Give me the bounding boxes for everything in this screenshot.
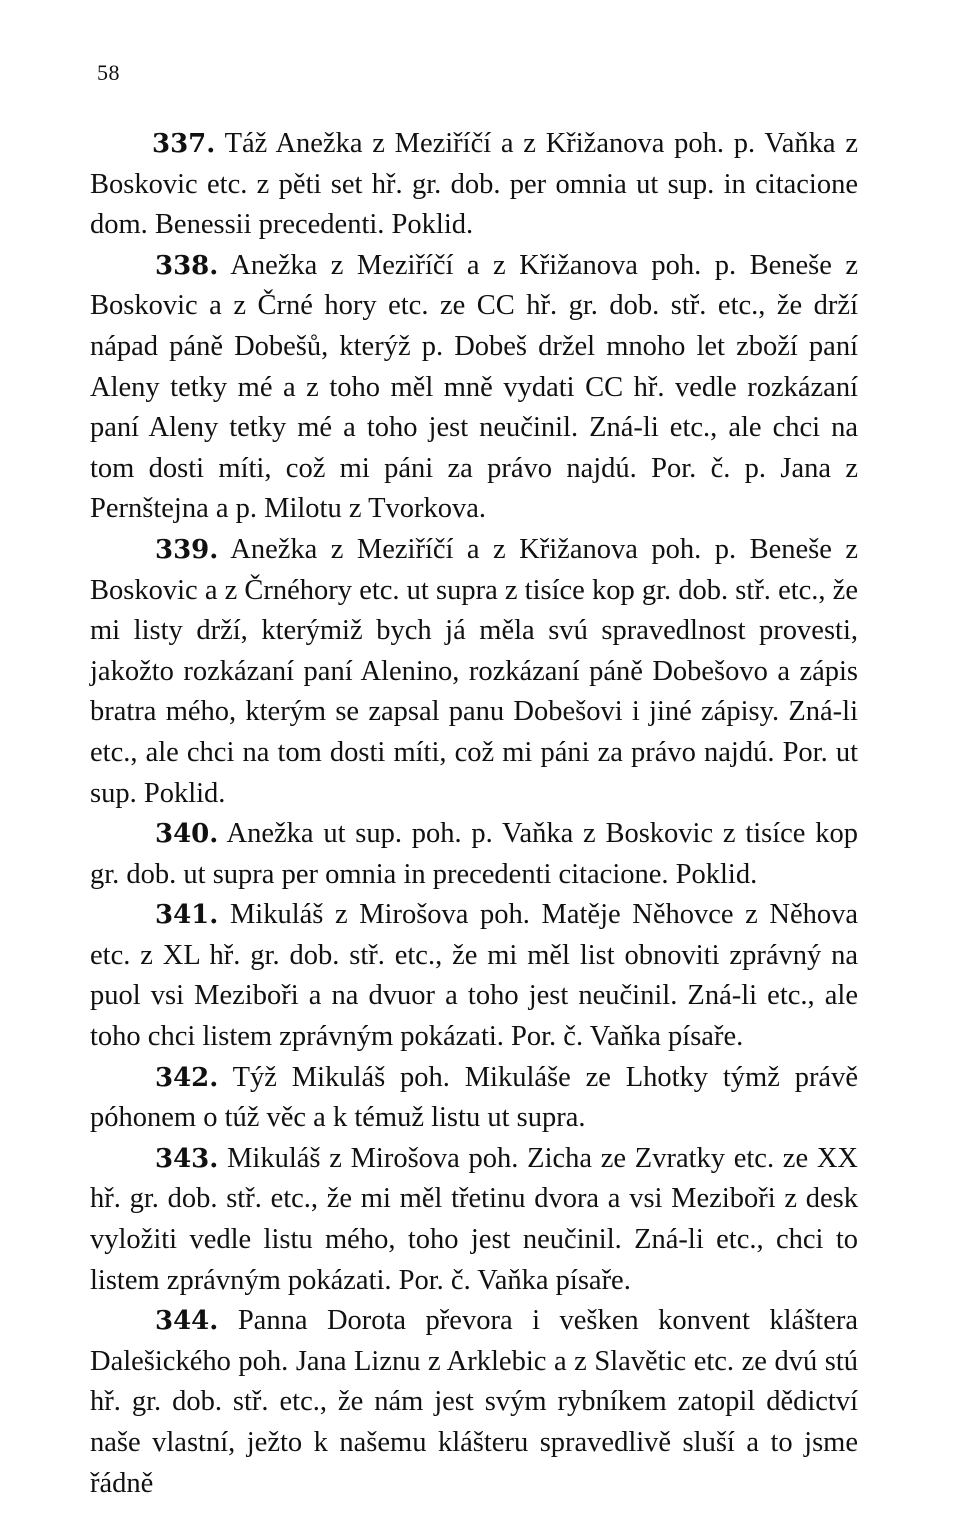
entry-343 [90, 1139, 858, 1301]
entry-number: 342. [155, 1062, 219, 1093]
document-body [90, 124, 858, 1504]
entry-text: Týž Mikuláš poh. Mikuláše ze Lhotky týmž právě póhonem o túž věc a k témuž listu ut supra. [90, 1061, 858, 1134]
entry-339 [90, 530, 858, 814]
entry-337 [90, 124, 858, 246]
entry-number: 343. [155, 1143, 219, 1174]
entry-text: Mikuláš z Mirošova poh. Zicha ze Zvratky etc. ze XX hř. gr. dob. stř. etc., že mi měl třetinu dvora a vsi Meziboři z desk vyložiti vedle listu mého, toho jest neučinil. Zná-li etc., chci to listem zprávným pokázati. Por. č. Vaňka písaře. [90, 1142, 858, 1296]
entry-text: Mikuláš z Mirošova poh. Matěje Něhovce z Něhova etc. z XL hř. gr. dob. stř. etc., že mi měl list obnoviti zprávný na puol vsi Meziboři a na dvuor a toho jest neučinil. Zná-li etc., ale toho chci listem zprávným pokázati. Por. č. Vaňka písaře. [90, 899, 859, 1053]
entry-text: Anežka z Meziříčí a z Křižanova poh. p. Beneše z Boskovic a z Črné hory etc. ze CC hř. gr. dob. stř. etc., že drží nápad páně Dobešů, kterýž p. Dobeš držel mnoho let zboží paní Aleny tetky mé a z toho měl mně vydati CC hř. vedle rozkázaní paní Aleny tetky mé a toho jest neučinil. Zná-li etc., ale chci na tom dosti míti, což mi páni za právo najdú. Por. č. p. Jana z Pernštejna a p. Milotu z Tvorkova. [90, 249, 858, 525]
entry-number: 339. [155, 534, 219, 565]
entry-340 [90, 814, 858, 895]
entry-text: Anežka z Meziříčí a z Křižanova poh. p. Beneše z Boskovic a z Črnéhory etc. ut supra z tisíce kop gr. dob. stř. etc., že mi listy drží, kterýmiž bych já měla svú spravedlnost provesti, jakožto rozkázaní paní Alenino, rozkázaní páně Dobešovo a zápis bratra mého, kterým se zapsal panu Dobešovi i jiné zápisy. Zná-li etc., ale chci na tom dosti míti, což mi páni za právo najdú. Por. ut sup. Poklid. [90, 533, 858, 809]
entry-number: 341. [155, 900, 219, 931]
page-number: 58 [97, 60, 120, 85]
entry-344 [90, 1301, 858, 1504]
entry-text: Panna Dorota převora i vešken konvent kláštera Dalešického poh. Jana Liznu z Arklebic a z Slavětic etc. ze dvú stú hř. gr. dob. stř. etc., že nám jest svým rybníkem zatopil dědictví naše vlastní, ježto k našemu klášteru spravedlivě sluší a to jsme řádně [90, 1305, 858, 1499]
entry-number: 337. [152, 129, 216, 159]
entry-338 [90, 246, 858, 530]
entry-text: Anežka ut sup. poh. p. Vaňka z Boskovic z tisíce kop gr. dob. ut supra per omnia in precedenti citacione. Poklid. [90, 818, 858, 890]
entry-342 [90, 1058, 858, 1139]
entry-341 [90, 895, 858, 1057]
entry-number: 340. [155, 819, 219, 850]
entry-number: 338. [155, 250, 219, 281]
entry-number: 344. [155, 1306, 219, 1337]
entry-text: Táž Anežka z Meziříčí a z Křižanova poh. p. Vaňka z Boskovic etc. z pěti set hř. gr. dob. per omnia ut sup. in citacione dom. Benessii precedenti. Poklid. [90, 128, 858, 241]
